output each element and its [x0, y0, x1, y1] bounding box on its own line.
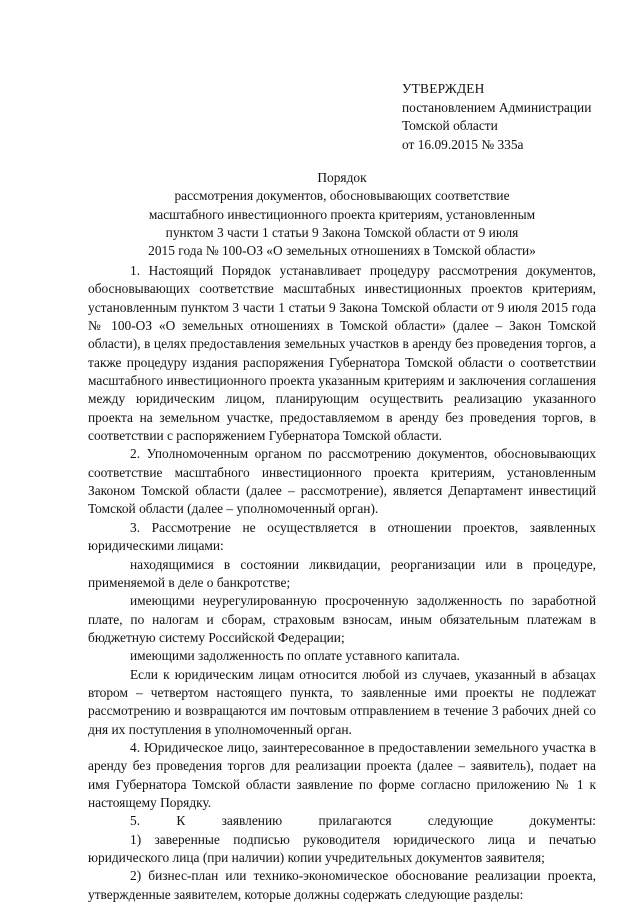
- paragraph-5: 5. К заявлению прилагаются следующие документы:: [130, 813, 596, 829]
- paragraph-4: 4. Юридическое лицо, заинтересованное в предоставлении земельного участка в аренду без проведения торгов для реализации проекта (далее – заявитель), подает на имя Губернатора Томской области заявление по форме согласно приложению № 1 к настоящему Порядку.: [88, 739, 596, 810]
- paragraph-5-item-2: 2) бизнес-план или технико-экономическое обоснование реализации проекта, утвержденные заявителем, которые должны содержать следующие разделы:: [88, 868, 596, 902]
- paragraph-3-note: Если к юридическим лицам относится любой из случаев, указанный в абзацах втором – четвертом настоящего пункта, то заявленные ими проекты не подлежат рассмотрению и возвращаются им почтовым отправлением в течение 3 рабочих дней со дня их поступления в уполномоченный орган.: [88, 666, 596, 737]
- approval-status: УТВЕРЖДЕН: [402, 81, 485, 96]
- paragraph-3-item-1: находящимися в состоянии ликвидации, реорганизации или в процедуре, применяемой в деле о банкротстве;: [88, 556, 596, 590]
- title-line-1: рассмотрения документов, обосновывающих соответствие: [174, 188, 510, 204]
- title-line-2: масштабного инвестиционного проекта критериям, установленным: [148, 206, 536, 222]
- paragraph-3: 3. Рассмотрение не осуществляется в отношении проектов, заявленных юридическими лицами:: [88, 519, 596, 554]
- title-heading: Порядок: [317, 170, 367, 185]
- title-line-4: 2015 года № 100-ОЗ «О земельных отношениях в Томской области»: [148, 243, 536, 259]
- title-line-3: пунктом 3 части 1 статьи 9 Закона Томской области от 9 июля: [165, 224, 519, 240]
- paragraph-1: 1. Настоящий Порядок устанавливает процедуру рассмотрения документов, обосновывающих соответствие масштабных инвестиционных проектов критериям, установленным пунктом 3 части 1 статьи 9 Закона Томской области от 9 июля 2015 года № 100-ОЗ «О земельных отношениях в Томской области» (далее – Закон Томской области), в целях предоставления земельных участков в аренду без проведения торгов, а также процедуру издания распоряжения Губернатора Томской области о соответствии масштабного инвестиционного проекта указанным критериям и заключения соглашения между юридическим лицом, планирующим осуществить реализацию указанного проекта на земельном участке, предоставляемом в аренду без проведения торгов, в соответствии с распоряжением Губернатора Томской области.: [88, 263, 596, 444]
- approval-stamp: [402, 80, 591, 154]
- approval-line-1: постановлением Администрации: [402, 99, 592, 115]
- approval-line-2: Томской области: [402, 118, 498, 133]
- approval-line-3: от 16.09.2015 № 335а: [402, 136, 524, 152]
- paragraph-3-item-3: имеющими задолженность по оплате уставного капитала.: [130, 648, 460, 664]
- paragraph-5-item-1: 1) заверенные подписью руководителя юридического лица и печатью юридического лица (при наличии) копии учредительных документов заявителя;: [88, 831, 596, 865]
- document-body: [88, 262, 596, 904]
- document-title: [88, 169, 596, 260]
- paragraph-2: 2. Уполномоченным органом по рассмотрению документов, обосновывающих соответствие масштабного инвестиционного проекта критериям, установленным Законом Томской области (далее – рассмотрение), является Департамент инвестиций Томской области (далее – уполномоченный орган).: [88, 446, 596, 517]
- paragraph-3-item-2: имеющими неурегулированную просроченную задолженность по заработной плате, по налогам и сборам, страховым взносам, иным обязательным платежам в бюджетную систему Российской Федерации;: [88, 593, 596, 645]
